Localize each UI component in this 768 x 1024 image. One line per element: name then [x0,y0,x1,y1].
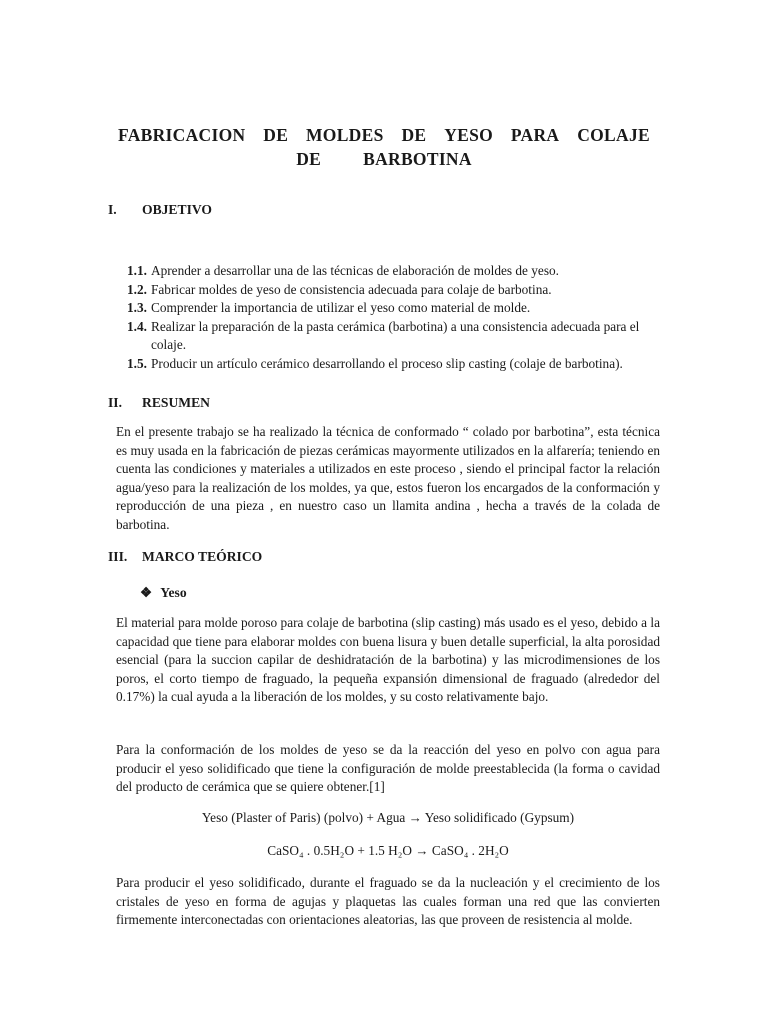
objectives-list [127,262,667,374]
title-word: YESO [444,125,494,145]
section-label: OBJETIVO [142,202,212,217]
section-label: MARCO TEÓRICO [142,549,263,564]
reaction-equation-chemical: CaSO₄ . 0.5H₂O + 1.5 H₂O → CaSO₄ . 2H₂O [267,843,509,858]
subsection-yeso [140,585,187,601]
item-number: 1.1. [127,263,147,278]
title-word: DE [296,149,322,169]
section-heading-resumen [108,395,210,411]
title-line-1 [118,123,650,147]
title-word: PARA [510,125,560,145]
item-text: Realizar la preparación de la pasta cerámica (barbotina) a una consistencia adecuada para el colaje. [151,318,640,353]
item-text: Fabricar moldes de yeso de consistencia adecuada para colaje de barbotina. [151,281,552,297]
item-text: Comprender la importancia de utilizar el yeso como material de molde. [151,300,531,316]
title-word: DE [401,125,427,145]
title-line-2 [118,147,650,171]
item-number: 1.3. [127,300,147,316]
yeso-paragraph-1: El material para molde poroso para colaje de barbotina (slip casting) más usado es el yeso, debido a la capacidad que tiene para elaborar moldes con buena lisura y buen detalle superficial, la alta porosidad esencial (para la succion capilar de deshidratación de la barbotina) y las microdimensiones de los poros, el corto tiempo de fraguado, la pequeña expansión dimensional de fraguado (alrededor del 0.17%) la cual ayuda a la liberación de los moldes, y su costo relativamente bajo. [116,615,660,705]
section-number: III. [108,549,128,564]
item-number: 1.4. [127,318,147,334]
list-item [127,355,667,374]
section-number: I. [108,202,117,217]
section-heading-objetivo [108,202,212,218]
list-item [127,281,667,300]
resumen-paragraph: En el presente trabajo se ha realizado la técnica de conformado “ colado por barbotina”, esta técnica es muy usada en la fabricación de piezas cerámicas mayormente utilizados en la alfarería; teniendo en cuenta las condiciones y materiales a utilizados en este proceso , siendo el principal factor la relación agua/yeso para la realización de los moldes, ya que, estos fueron los encargados de la conformación y reproducción de una pieza , en nuestro caso un llamita andina , hecha a través de la colada de barbotina. [116,424,660,532]
section-heading-marco [108,549,262,565]
subsection-label: Yeso [160,585,187,600]
item-text: Aprender a desarrollar una de las técnicas de elaboración de moldes de yeso. [151,263,559,278]
reaction-equation-words: Yeso (Plaster of Paris) (polvo) + Agua → Yeso solidificado (Gypsum) [201,810,575,825]
yeso-paragraph-3: Para producir el yeso solidificado, durante el fraguado se da la nucleación y el crecimiento de los cristales de yeso en forma de agujas y plaquetas las cuales forman una red que las convierten firmemente interconectadas con orientaciones aleatorias, las que proveen de resistencia al molde. [116,875,660,928]
title-word: DE [263,125,289,145]
title-word: MOLDES [305,125,384,145]
title-word: BARBOTINA [363,149,472,169]
yeso-paragraph-2: Para la conformación de los moldes de yeso se da la reacción del yeso en polvo con agua para producir el yeso solidificado que tiene la configuración de molde preestablecida (la forma o cavidad del producto de cerámica que se quiere obtener.[1] [116,742,660,795]
title-word: FABRICACION [118,125,246,145]
diamond-bullet-icon: ❖ [140,585,153,600]
section-label: RESUMEN [142,395,210,410]
title-word: COLAJE [577,125,650,145]
list-item [127,299,667,318]
item-number: 1.5. [127,355,147,371]
item-number: 1.2. [127,281,147,297]
item-text: Producir un artículo cerámico desarrollando el proceso slip casting (colaje de barbotina). [151,355,623,371]
list-item [127,318,667,355]
list-item [127,262,667,281]
section-number: II. [108,395,122,410]
document-title [118,123,650,171]
